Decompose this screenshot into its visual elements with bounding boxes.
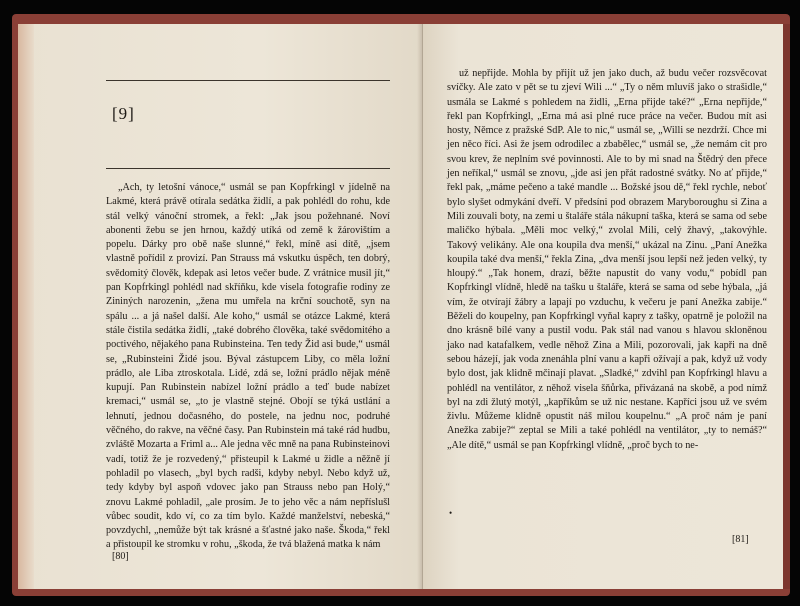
chapter-number: [9] (112, 104, 135, 123)
open-book (12, 14, 790, 596)
left-page-text: „Ach, ty letošní vánoce,“ usmál se pan Kopfrkingl v jídelně na Lakmé, která právě otírala sedátka židlí, a pak pohlédl do rohu, kde stál velký vánoční stromek, a řekl: „Jak jsou požehnané. Noví abonenti žebu se jen hrnou, každý utíká od země k žárovištím a popelu. Dárky pro obě naše slunné,“ řekl, míně asi dítě, „jsem vlastně pořídil z provizí. Pan Strauss má vskutku úspěch, ten dobrý, svědomitý člověk, kdepak asi letos večer bude. Z vrátnice musil jít,“ pan Kopfrkingl pohlédl nad skříňku, kde visela fotografie rodiny ze Zininých narozenin, „žena mu umřela na krční souchotě, syn na spálu ... a já našel další. Ale koho,“ usmál se otázce Lakmé, která stále čistila sedátka židlí, „také dobrého člověka, také svědomitého a poctivého, nějakého pana Rubinsteina. Ten tedy Žid asi bude,“ usmál se, „Rubinsteini Židé jsou. Býval zástupcem Liby, co měla ložní prádlo, ale Liba ztroskotala. Lidé, zdá se, ložní prádlo nějak méně kupují. Pan Rubinstein nabízel ložní prádlo a teď bude nabízet kremaci,“ usmál se, „to je vlastně stejné. Obojí se týká ustlání a lehnutí, jednou dočasného, do postele, na jednu noc, podruhé věčného, do rakve, na věčné časy. Pan Rubinstein má také rád hudbu, zvláště Mozarta a Friml a... Ale jedna věc mně na pana Rubinsteinovi vadí, totiž že je rozvedený,“ přisteupil k Lakmé u židle a něžně jí pohladil po vlasech, „byl bych radši, kdyby nebyl. Nebo když už, tedy kdyby byl aspoň vdovec jako pan Strauss nebo pan Holý,“ znovu Lakmé pohladil, „ale prosím. Je to jeho věc a nám nepříslušl vůbec soudit, kdo ví, co za tím bylo. Každé manželství, nebeská,“ povzdychl, „nemůže být tak krásné a šťastné jako naše. Škoda,“ řekl a přistoupil ke stromku v rohu, „škoda, že tvá blažená matka k nám (106, 182, 390, 551)
margin-mark: • (449, 508, 453, 518)
chapter-rule (106, 168, 390, 169)
top-rule (106, 80, 390, 81)
right-page-text: už nepřijde. Mohla by přijít už jen jako duch, až budu večer rozsvěcovat svíčky. Ale zato v pět se tu zjeví Wili ...“ „Ty o něm mluvíš jako o strašidle,“ usmála se Lakmé s pohledem na židli, „Erna přijde také?“ „Erna nepřijde,“ řekl pan Kopfrkingl, „Erna má asi plné ruce práce na večer. Budou mít asi hosty, Němce z pražské SdP. Ale to nic,“ usmál se, „Willi se nezdrží. Chce mi jen něco říci. Asi že jsem odrodilec a zbabělec,“ usmál se, „že nemám cit pro svou krev, že neplním své povinnosti. Ale to by mi snad na Štědrý den přece jen neříkal,“ usmál se znovu, „jde asi jen přát radostné svátky. No ať přijde,“ řekl pak, „máme pečeno a také mandle ... Božské jsou dě,“ řekl rychle, neboť bylo slyšet odmykání dveří. V předsíni pod obrazem Maryboroughu si Zina a Mili zouvali boty, na zemi u štaláře stála nákupní taška, která se sama od sebe maličko hýbala. „Měli moc velký,“ zvolal Mili, celý žhavý, „takovýhle. Takový velikány. Ale ona koupila dva menší,“ ukázal na Zinu. „Paní Anežka koupila také dva menší,“ řekla Zina, „dva menší jsou lepší než jeden velký, ty hloupý.“ „Tak honem, drazí, běžte napustit do vany vodu,“ pobídl pan Kopfrkingl vlídně, hledě na tašku u štaláře, která se sama od sebe hýbala, „já vím, že otvírají žábry a lapají po vzduchu, k večeru je paní Anežka zabije.“ Běželi do koupelny, pan Kopfrkingl vyňal kapry z tašky, opatrně je položil na dno krásně bílé vany a pustil vodu. Pak stál nad vanou s hlavou skloněnou jako nad katafalkem, vedle něhož Zina a Mili, pozorovali, jak kapři na dně sebou házejí, jak voda znenáhla plní vanu a kapři ožívají a pak, když už vody bylo dost, jak klidně mčinají plavat. „Sladké,“ zdvihl pan Kopfrkingl hlavu a pohlédl na ventilátor, z něhož visela šňůrka, přivázaná na skobě, a pod nímž byl na zdi žlutý motýl, „kapříkům se už nic nestane. Kapříci jsou už ve svém živlu. Můžeme klidně opustit náš milou koupelnu.“ „A proč nám je paní Anežka zabije?“ zeptal se Mili a také pohlédl na ventilátor, „ty to nemáš?“ „Ale dítě,“ usmál se pan Kopfrkingl vlídně, „proč bych to ne- (447, 68, 767, 451)
right-page (423, 24, 783, 589)
right-page-number: [81] (732, 534, 749, 545)
left-page (18, 24, 423, 589)
cover-edge (783, 24, 790, 589)
page-edge-tint (18, 24, 34, 589)
left-page-number: [80] (112, 551, 129, 562)
